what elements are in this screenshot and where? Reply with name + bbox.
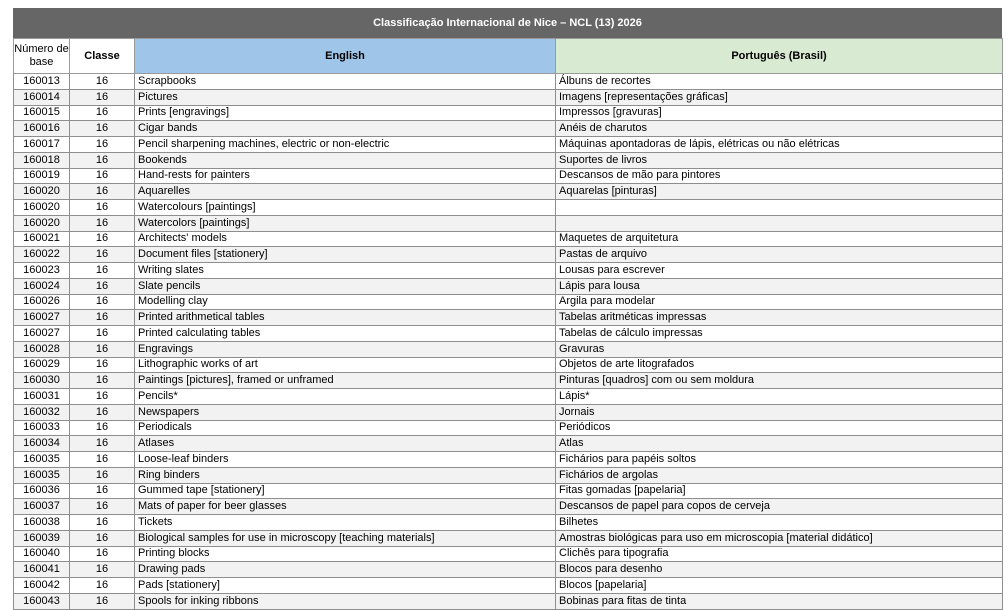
table-row — [14, 294, 1003, 310]
cell-class: 16 — [70, 467, 135, 483]
cell-english: Modelling clay — [135, 294, 556, 310]
cell-english: Atlases — [135, 436, 556, 452]
cell-portuguese: Atlas — [556, 436, 1003, 452]
cell-number: 160030 — [14, 373, 70, 389]
cell-number: 160043 — [14, 593, 70, 609]
cell-number: 160035 — [14, 467, 70, 483]
table-row — [14, 436, 1003, 452]
classification-table — [13, 38, 1003, 610]
cell-number: 160027 — [14, 310, 70, 326]
cell-english: Newspapers — [135, 404, 556, 420]
table-row — [14, 215, 1003, 231]
cell-class: 16 — [70, 515, 135, 531]
cell-english: Tickets — [135, 515, 556, 531]
table-row — [14, 578, 1003, 594]
cell-english: Pencil sharpening machines, electric or non-electric — [135, 137, 556, 153]
cell-class: 16 — [70, 215, 135, 231]
header-row — [14, 39, 1003, 74]
cell-number: 160038 — [14, 515, 70, 531]
header-english: English — [135, 39, 556, 74]
cell-english: Document files [stationery] — [135, 247, 556, 263]
cell-portuguese: Máquinas apontadoras de lápis, elétricas ou não elétricas — [556, 137, 1003, 153]
cell-portuguese — [556, 215, 1003, 231]
cell-english: Printed arithmetical tables — [135, 310, 556, 326]
cell-portuguese: Fitas gomadas [papelaria] — [556, 483, 1003, 499]
cell-english: Slate pencils — [135, 278, 556, 294]
cell-portuguese: Pastas de arquivo — [556, 247, 1003, 263]
cell-number: 160035 — [14, 452, 70, 468]
cell-number: 160031 — [14, 389, 70, 405]
cell-number: 160027 — [14, 326, 70, 342]
header-class: Classe — [70, 39, 135, 74]
cell-number: 160023 — [14, 263, 70, 279]
cell-english: Printing blocks — [135, 546, 556, 562]
header-number: Número de base — [14, 39, 70, 74]
table-row — [14, 530, 1003, 546]
cell-portuguese: Anéis de charutos — [556, 121, 1003, 137]
cell-english: Paintings [pictures], framed or unframed — [135, 373, 556, 389]
cell-english: Gummed tape [stationery] — [135, 483, 556, 499]
cell-portuguese: Suportes de livros — [556, 152, 1003, 168]
cell-english: Architects' models — [135, 231, 556, 247]
cell-number: 160013 — [14, 74, 70, 90]
cell-class: 16 — [70, 404, 135, 420]
table-row — [14, 420, 1003, 436]
cell-english: Biological samples for use in microscopy [teaching materials] — [135, 530, 556, 546]
cell-portuguese: Lápis para lousa — [556, 278, 1003, 294]
cell-class: 16 — [70, 89, 135, 105]
cell-class: 16 — [70, 499, 135, 515]
cell-class: 16 — [70, 357, 135, 373]
cell-number: 160028 — [14, 341, 70, 357]
table-row — [14, 404, 1003, 420]
cell-class: 16 — [70, 389, 135, 405]
header-portuguese: Português (Brasil) — [556, 39, 1003, 74]
table-row — [14, 105, 1003, 121]
table-row — [14, 341, 1003, 357]
cell-class: 16 — [70, 74, 135, 90]
table-row — [14, 452, 1003, 468]
cell-class: 16 — [70, 546, 135, 562]
cell-portuguese: Pinturas [quadros] com ou sem moldura — [556, 373, 1003, 389]
cell-number: 160039 — [14, 530, 70, 546]
cell-class: 16 — [70, 121, 135, 137]
cell-english: Printed calculating tables — [135, 326, 556, 342]
table-row — [14, 184, 1003, 200]
cell-portuguese: Tabelas aritméticas impressas — [556, 310, 1003, 326]
cell-portuguese: Clichês para tipografia — [556, 546, 1003, 562]
cell-portuguese: Impressos [gravuras] — [556, 105, 1003, 121]
cell-portuguese: Lápis* — [556, 389, 1003, 405]
cell-portuguese: Amostras biológicas para uso em microscopia [material didático] — [556, 530, 1003, 546]
cell-class: 16 — [70, 105, 135, 121]
cell-portuguese: Blocos [papelaria] — [556, 578, 1003, 594]
cell-class: 16 — [70, 436, 135, 452]
cell-portuguese: Aquarelas [pinturas] — [556, 184, 1003, 200]
cell-english: Spools for inking ribbons — [135, 593, 556, 609]
sheet-title: Classificação Internacional de Nice – NCL (13) 2026 — [13, 8, 1002, 38]
table-row — [14, 200, 1003, 216]
cell-english: Lithographic works of art — [135, 357, 556, 373]
cell-portuguese: Imagens [representações gráficas] — [556, 89, 1003, 105]
cell-number: 160019 — [14, 168, 70, 184]
cell-portuguese: Blocos para desenho — [556, 562, 1003, 578]
cell-english: Pictures — [135, 89, 556, 105]
cell-portuguese: Objetos de arte litografados — [556, 357, 1003, 373]
cell-class: 16 — [70, 530, 135, 546]
table-row — [14, 278, 1003, 294]
cell-portuguese: Álbuns de recortes — [556, 74, 1003, 90]
cell-class: 16 — [70, 341, 135, 357]
cell-portuguese: Bilhetes — [556, 515, 1003, 531]
cell-portuguese: Bobinas para fitas de tinta — [556, 593, 1003, 609]
cell-class: 16 — [70, 578, 135, 594]
cell-number: 160034 — [14, 436, 70, 452]
table-row — [14, 373, 1003, 389]
cell-number: 160024 — [14, 278, 70, 294]
cell-class: 16 — [70, 278, 135, 294]
cell-class: 16 — [70, 168, 135, 184]
cell-english: Writing slates — [135, 263, 556, 279]
cell-english: Bookends — [135, 152, 556, 168]
cell-portuguese: Tabelas de cálculo impressas — [556, 326, 1003, 342]
cell-number: 160041 — [14, 562, 70, 578]
classification-sheet — [13, 8, 1002, 610]
cell-english: Watercolours [paintings] — [135, 200, 556, 216]
cell-portuguese: Descansos de papel para copos de cerveja — [556, 499, 1003, 515]
cell-number: 160015 — [14, 105, 70, 121]
cell-english: Cigar bands — [135, 121, 556, 137]
cell-english: Pencils* — [135, 389, 556, 405]
cell-class: 16 — [70, 152, 135, 168]
cell-portuguese: Lousas para escrever — [556, 263, 1003, 279]
cell-class: 16 — [70, 231, 135, 247]
cell-english: Prints [engravings] — [135, 105, 556, 121]
cell-class: 16 — [70, 200, 135, 216]
cell-english: Drawing pads — [135, 562, 556, 578]
table-row — [14, 546, 1003, 562]
cell-number: 160014 — [14, 89, 70, 105]
cell-class: 16 — [70, 562, 135, 578]
cell-number: 160020 — [14, 215, 70, 231]
table-row — [14, 562, 1003, 578]
cell-portuguese: Fichários para papéis soltos — [556, 452, 1003, 468]
cell-portuguese: Descansos de mão para pintores — [556, 168, 1003, 184]
cell-portuguese: Argila para modelar — [556, 294, 1003, 310]
cell-english: Mats of paper for beer glasses — [135, 499, 556, 515]
table-row — [14, 263, 1003, 279]
cell-number: 160033 — [14, 420, 70, 436]
cell-english: Periodicals — [135, 420, 556, 436]
cell-english: Hand-rests for painters — [135, 168, 556, 184]
cell-class: 16 — [70, 310, 135, 326]
cell-number: 160042 — [14, 578, 70, 594]
table-row — [14, 389, 1003, 405]
table-row — [14, 357, 1003, 373]
table-row — [14, 89, 1003, 105]
cell-english: Aquarelles — [135, 184, 556, 200]
table-row — [14, 121, 1003, 137]
cell-number: 160036 — [14, 483, 70, 499]
cell-number: 160020 — [14, 200, 70, 216]
cell-english: Watercolors [paintings] — [135, 215, 556, 231]
cell-number: 160018 — [14, 152, 70, 168]
cell-number: 160026 — [14, 294, 70, 310]
cell-portuguese — [556, 200, 1003, 216]
cell-class: 16 — [70, 326, 135, 342]
cell-number: 160029 — [14, 357, 70, 373]
table-row — [14, 326, 1003, 342]
table-row — [14, 499, 1003, 515]
cell-english: Loose-leaf binders — [135, 452, 556, 468]
table-row — [14, 168, 1003, 184]
table-row — [14, 483, 1003, 499]
cell-number: 160037 — [14, 499, 70, 515]
table-row — [14, 310, 1003, 326]
cell-number: 160016 — [14, 121, 70, 137]
cell-class: 16 — [70, 483, 135, 499]
cell-portuguese: Gravuras — [556, 341, 1003, 357]
cell-class: 16 — [70, 452, 135, 468]
cell-class: 16 — [70, 247, 135, 263]
cell-class: 16 — [70, 294, 135, 310]
cell-portuguese: Fichários de argolas — [556, 467, 1003, 483]
cell-portuguese: Jornais — [556, 404, 1003, 420]
cell-english: Engravings — [135, 341, 556, 357]
cell-class: 16 — [70, 184, 135, 200]
table-row — [14, 515, 1003, 531]
cell-english: Ring binders — [135, 467, 556, 483]
cell-class: 16 — [70, 373, 135, 389]
cell-portuguese: Maquetes de arquitetura — [556, 231, 1003, 247]
table-row — [14, 231, 1003, 247]
cell-number: 160020 — [14, 184, 70, 200]
table-row — [14, 152, 1003, 168]
cell-number: 160040 — [14, 546, 70, 562]
cell-class: 16 — [70, 420, 135, 436]
cell-portuguese: Periódicos — [556, 420, 1003, 436]
cell-number: 160017 — [14, 137, 70, 153]
cell-number: 160022 — [14, 247, 70, 263]
table-row — [14, 247, 1003, 263]
cell-english: Pads [stationery] — [135, 578, 556, 594]
cell-class: 16 — [70, 593, 135, 609]
cell-english: Scrapbooks — [135, 74, 556, 90]
cell-number: 160021 — [14, 231, 70, 247]
table-row — [14, 467, 1003, 483]
cell-class: 16 — [70, 263, 135, 279]
table-body — [14, 74, 1003, 610]
table-row — [14, 593, 1003, 609]
cell-number: 160032 — [14, 404, 70, 420]
cell-class: 16 — [70, 137, 135, 153]
table-row — [14, 137, 1003, 153]
table-row — [14, 74, 1003, 90]
